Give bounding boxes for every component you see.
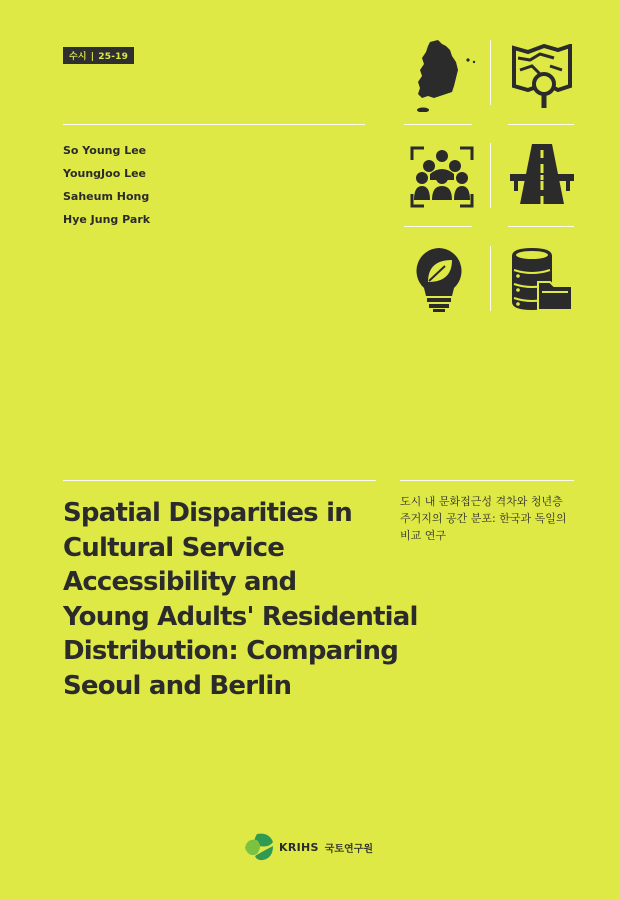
report-title	[63, 496, 418, 703]
korean-title-line: 도시 내 문화접근성 격차와 청년층	[400, 495, 563, 508]
map-search-icon	[510, 44, 572, 110]
series-number: 25-19	[98, 52, 129, 62]
rule-icon-row2-left	[404, 226, 472, 227]
korea-map-icon	[412, 40, 480, 112]
author-name: Hye Jung Park	[63, 213, 151, 226]
rule-icon-col2	[490, 143, 491, 208]
rule-icon-col3	[490, 246, 491, 311]
title-line: Distribution: Comparing	[63, 636, 399, 666]
korean-title-line: 비교 연구	[400, 529, 447, 542]
rule-title-right	[400, 480, 574, 481]
lightbulb-leaf-icon	[414, 246, 464, 312]
series-badge: 수시 | 25-19	[63, 47, 134, 64]
author-name: Saheum Hong	[63, 190, 150, 203]
publisher-acronym: KRIHS	[279, 840, 319, 854]
title-line: Accessibility and	[63, 567, 297, 597]
publisher-korean-name: 국토연구원	[324, 843, 374, 855]
title-line: Young Adults' Residential	[63, 601, 418, 632]
series-prefix: 수시	[69, 52, 87, 62]
rule-icon-row1-right	[508, 124, 574, 125]
database-folder-icon	[510, 246, 574, 312]
rule-top-left	[63, 124, 365, 125]
road-icon	[510, 144, 574, 206]
rule-icon-row2-right	[508, 226, 574, 227]
rule-icon-row1-left	[404, 124, 472, 125]
author-name: So Young Lee	[63, 144, 147, 157]
title-line: Cultural Service	[63, 532, 285, 563]
rule-icon-col1	[490, 40, 491, 105]
rule-title-left	[63, 480, 376, 481]
title-line: Spatial Disparities in	[63, 498, 352, 528]
korean-title	[400, 493, 575, 544]
publisher-logo	[243, 832, 373, 862]
author-name: YoungJoo Lee	[63, 167, 147, 180]
krihs-logo-icon	[243, 832, 275, 862]
title-line: Seoul and Berlin	[63, 670, 292, 701]
people-group-icon	[410, 146, 474, 208]
author-list	[63, 144, 150, 236]
korean-title-line: 주거지의 공간 분포: 한국과 독일의	[400, 512, 567, 525]
